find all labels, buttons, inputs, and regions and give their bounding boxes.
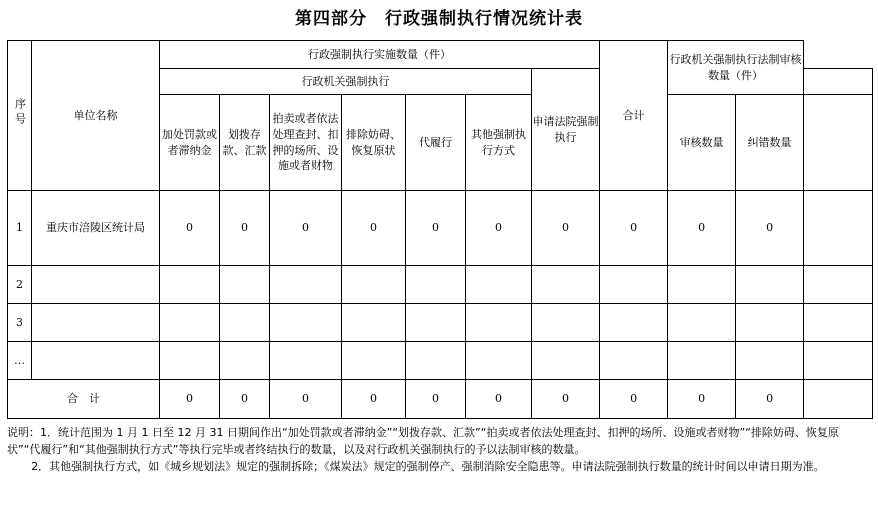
header-unit: 单位名称 (32, 41, 160, 191)
header-col-other: 其他强制执行方式 (466, 95, 532, 191)
header-group-impl: 行政强制执行实施数量（件） (160, 41, 600, 69)
table-row: … (8, 342, 873, 380)
header-col-transfer: 划拨存款、汇款 (220, 95, 270, 191)
header-total: 合计 (600, 41, 668, 191)
header-col-remove: 排除妨碍、恢复原状 (342, 95, 406, 191)
header-review-group: 行政机关强制执行法制审核数量（件） (668, 41, 804, 95)
note-2: 2．其他强制执行方式，如《城乡规划法》规定的强制拆除；《煤炭法》规定的强制停产、强制消除安全隐患等。申请法院强制执行数量的统计时间以申请日期为准。 (31, 460, 825, 473)
enforcement-statistics-table (7, 40, 873, 419)
header-col-fine: 加处罚款或者滞纳金 (160, 95, 220, 191)
header-col-substitute: 代履行 (406, 95, 466, 191)
header-group-admin: 行政机关强制执行 (160, 69, 532, 95)
header-seq: 序号 (8, 41, 32, 191)
page-title: 第四部分 行政强制执行情况统计表 (295, 9, 583, 29)
note-1: 说明：1．统计范围为 1 月 1 日至 12 月 31 日期间作出“加处罚款或者滞纳金”“划拨存款、汇款”“拍卖或者依法处理查封、扣押的场所、设施或者财物”“排除妨碍、恢复原状”“代履行”和“其他强制执行方式”等执行完毕或者终结执行的数量，以及对行政机关强制执行的予以法制审核的数量。 (7, 426, 839, 456)
total-label: 合 计 (8, 380, 160, 419)
header-col-auction: 拍卖或者依法处理查封、扣押的场所、设施或者财物 (270, 95, 342, 191)
table-row: 2 (8, 266, 873, 304)
unit-name: 重庆市涪陵区统计局 (32, 191, 160, 266)
total-row: 合 计 0 0 0 0 0 0 0 0 0 0 (8, 380, 873, 419)
table-row: 1 重庆市涪陵区统计局 0 0 0 0 0 0 0 0 0 0 (8, 191, 873, 266)
table-row: 3 (8, 304, 873, 342)
header-court: 申请法院强制执行 (532, 69, 600, 191)
table-notes (7, 424, 869, 475)
header-review-count: 审核数量 (668, 95, 736, 191)
header-correction-count: 纠错数量 (736, 95, 804, 191)
